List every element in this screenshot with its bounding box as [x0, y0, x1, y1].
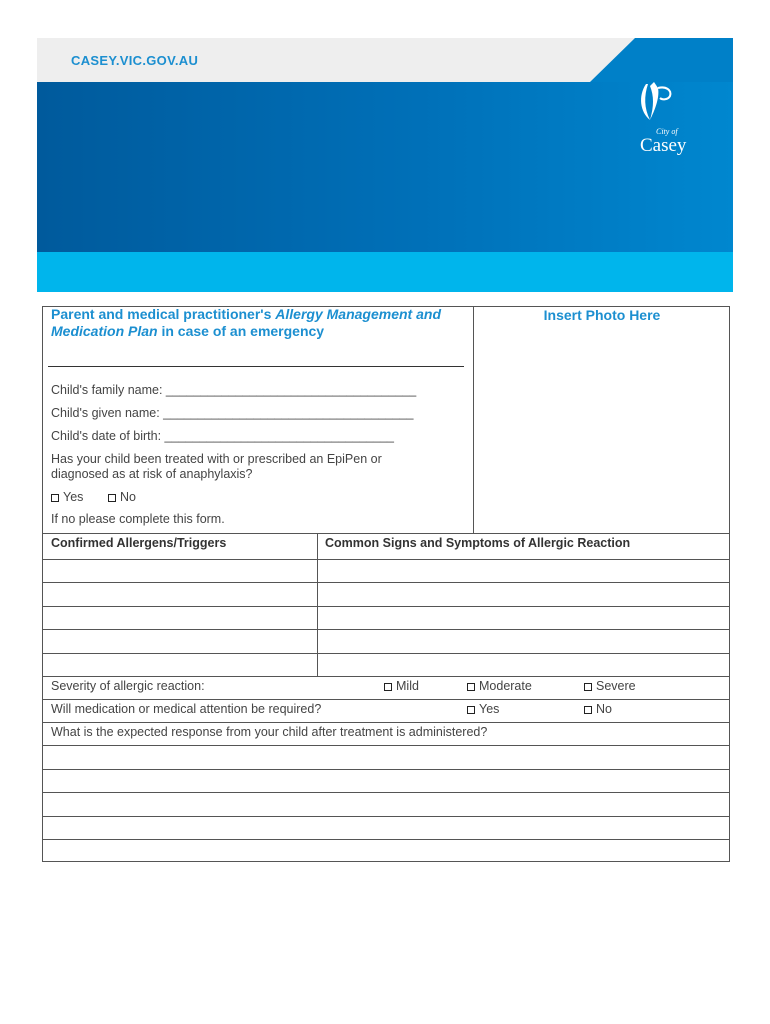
epipen-yes-label: Yes: [63, 490, 84, 504]
grid-line: [42, 792, 730, 793]
checkbox-icon[interactable]: [108, 494, 116, 502]
table-column-divider: [317, 533, 318, 676]
medication-question: Will medication or medical attention be required?: [51, 702, 322, 716]
checkbox-icon[interactable]: [384, 683, 392, 691]
medication-yes-label: Yes: [479, 702, 500, 716]
severity-moderate-option[interactable]: [467, 679, 532, 693]
title-rule: [48, 366, 464, 367]
severity-moderate-label: Moderate: [479, 679, 532, 693]
header-main-band: [37, 82, 733, 252]
checkbox-icon[interactable]: [467, 683, 475, 691]
website-url[interactable]: CASEY.VIC.GOV.AU: [71, 53, 199, 68]
epipen-question-line2: diagnosed as at risk of anaphylaxis?: [51, 467, 253, 481]
grid-line: [42, 582, 730, 583]
grid-line: [42, 533, 730, 534]
epipen-no-option[interactable]: [108, 490, 136, 504]
epipen-yes-option[interactable]: [51, 490, 83, 504]
checkbox-icon[interactable]: [467, 706, 475, 714]
child-given-name-field[interactable]: Child's given name: ____________________________________: [51, 406, 414, 420]
severity-severe-label: Severe: [596, 679, 636, 693]
insert-photo-label: Insert Photo Here: [543, 307, 661, 323]
checkbox-icon[interactable]: [51, 494, 59, 502]
severity-severe-option[interactable]: [584, 679, 636, 693]
medication-no-label: No: [596, 702, 612, 716]
grid-line: [42, 699, 730, 700]
severity-mild-label: Mild: [396, 679, 419, 693]
epipen-no-label: No: [120, 490, 136, 504]
photo-divider: [473, 306, 474, 533]
form-title-italic: Allergy Management and Medication Plan: [51, 306, 441, 339]
logo-casey-text: Casey: [640, 135, 687, 156]
header-slant-shape: [590, 38, 733, 82]
checkbox-icon[interactable]: [584, 683, 592, 691]
if-no-instruction: If no please complete this form.: [51, 512, 225, 526]
grid-line: [42, 722, 730, 723]
medication-no-option[interactable]: [584, 702, 612, 716]
grid-line: [42, 745, 730, 746]
symptoms-column-header: Common Signs and Symptoms of Allergic Reaction: [325, 536, 631, 550]
medication-yes-option[interactable]: [467, 702, 499, 716]
grid-line: [42, 769, 730, 770]
logo-city-of-text: City of: [656, 127, 678, 136]
form-title-part2: in case of an emergency: [157, 323, 325, 339]
severity-label: Severity of allergic reaction:: [51, 679, 205, 693]
grid-line: [42, 839, 730, 840]
grid-line: [42, 606, 730, 607]
grid-line: [42, 629, 730, 630]
expected-response-question: What is the expected response from your child after treatment is administered?: [51, 725, 488, 739]
form-title-part1: Parent and medical practitioner's: [51, 306, 276, 322]
grid-line: [42, 676, 730, 677]
epipen-question-line1: Has your child been treated with or prescribed an EpiPen or: [51, 452, 382, 466]
form-title: [51, 306, 471, 340]
grid-line: [42, 653, 730, 654]
allergens-column-header: Confirmed Allergens/Triggers: [51, 536, 227, 550]
grid-line: [42, 559, 730, 560]
grid-line: [42, 816, 730, 817]
child-family-name-field[interactable]: Child's family name: ____________________________________: [51, 383, 417, 397]
severity-mild-option[interactable]: [384, 679, 419, 693]
checkbox-icon[interactable]: [584, 706, 592, 714]
child-dob-field[interactable]: Child's date of birth: _________________________________: [51, 429, 394, 443]
header-accent-strip: [37, 252, 733, 292]
